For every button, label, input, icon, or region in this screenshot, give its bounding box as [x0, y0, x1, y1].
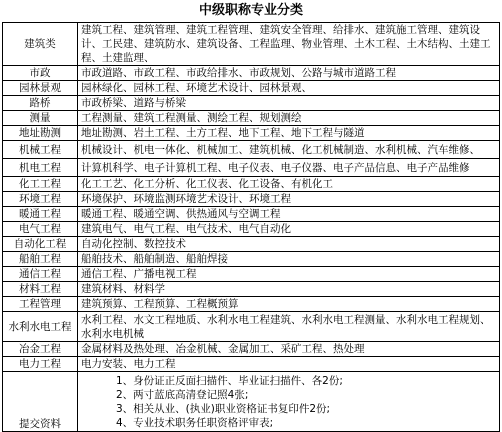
table-row — [3, 267, 500, 282]
specialties-cell: 金属材料及热处理、冶金机械、金属加工、采矿工程、热处理 — [78, 342, 500, 357]
category-cell: 船舶工程 — [3, 252, 78, 267]
attachments-cell — [78, 372, 500, 432]
attachment-item: 3、相关从业、(执业)职业资格证书复印件2份; — [116, 403, 331, 415]
table-row — [3, 96, 500, 111]
specialties-cell: 市政桥梁、道路与桥梁 — [78, 96, 500, 111]
attachment-item: 2、两寸蓝底高清登记照4张; — [116, 389, 249, 401]
attachment-item: 4、专业技术职务任职资格评审表; — [116, 417, 274, 429]
table-row — [3, 357, 500, 372]
table-row — [3, 159, 500, 177]
specialties-cell: 建筑材料、材料学 — [78, 282, 500, 297]
specialties-cell: 机械设计、机电一体化、机械加工、建筑机械、化工机械制造、水利机械、汽车维修、 — [78, 141, 500, 159]
category-cell: 暖通工程 — [3, 207, 78, 222]
specialties-cell: 园林绿化、园林工程、环境艺术设计、园林景观、 — [78, 81, 500, 96]
category-cell: 提交资料 — [3, 372, 78, 432]
specialties-cell: 建筑预算、工程预算、工程概预算 — [78, 297, 500, 312]
specialties-cell: 自动化控制、数控技术 — [78, 237, 500, 252]
specialties-cell: 地址勘测、岩土工程、土方工程、地下工程、地下工程与隧道 — [78, 126, 500, 141]
category-cell: 建筑类 — [3, 23, 78, 66]
category-table — [2, 22, 500, 432]
specialties-cell: 暖通工程、暖通空调、供热通风与空调工程 — [78, 207, 500, 222]
specialties-cell: 市政道路、市政工程、市政给排水、市政规划、公路与城市道路工程 — [78, 66, 500, 81]
category-cell: 冶金工程 — [3, 342, 78, 357]
category-cell: 电力工程 — [3, 357, 78, 372]
table-row — [3, 372, 500, 432]
specialties-cell: 工程测量、建筑工程测量、测绘工程、规划测绘 — [78, 111, 500, 126]
category-cell: 通信工程 — [3, 267, 78, 282]
table-row — [3, 81, 500, 96]
category-cell: 测量 — [3, 111, 78, 126]
category-cell: 电气工程 — [3, 222, 78, 237]
table-row — [3, 252, 500, 267]
page-title: 中级职称专业分类 — [198, 3, 303, 18]
table-row — [3, 207, 500, 222]
table-row — [3, 297, 500, 312]
table-row — [3, 141, 500, 159]
specialties-cell: 化工工艺、化工分析、化工仪表、化工设备、有机化工 — [78, 177, 500, 192]
table-row — [3, 192, 500, 207]
specialties-cell: 水利工程、水文工程地质、水利水电工程建筑、水利水电工程测量、水利水电工程规划、水利水电机械 — [78, 312, 500, 342]
category-cell: 机电工程 — [3, 159, 78, 177]
category-cell: 地址勘测 — [3, 126, 78, 141]
table-body — [3, 23, 500, 432]
category-cell: 机械工程 — [3, 141, 78, 159]
table-row — [3, 126, 500, 141]
table-row — [3, 23, 500, 66]
specialties-cell: 船舶技术、船舶制造、船舶焊接 — [78, 252, 500, 267]
category-cell: 市政 — [3, 66, 78, 81]
category-cell: 材料工程 — [3, 282, 78, 297]
attachment-item: 1、身份证正反面扫描件、毕业证扫描件、各2份; — [116, 375, 343, 387]
category-cell: 环境工程 — [3, 192, 78, 207]
specialties-cell: 建筑工程、建筑管理、建筑工程管理、建筑安全管理、给排水、建筑施工管理、建筑设计、工民建、建筑防水、建筑设备、工程监理、物业管理、土木工程、土木结构、土建工程、土建监理、 — [78, 23, 500, 66]
table-row — [3, 237, 500, 252]
table-row — [3, 222, 500, 237]
category-cell: 路桥 — [3, 96, 78, 111]
category-cell: 工程管理 — [3, 297, 78, 312]
category-cell: 自动化工程 — [3, 237, 78, 252]
specialties-cell: 环境保护、环境监测环境艺术设计、环境工程 — [78, 192, 500, 207]
specialties-cell: 电力安装、电力工程 — [78, 357, 500, 372]
table-row — [3, 282, 500, 297]
category-cell: 园林景观 — [3, 81, 78, 96]
category-cell: 化工工程 — [3, 177, 78, 192]
table-row — [3, 312, 500, 342]
table-row — [3, 342, 500, 357]
table-row — [3, 111, 500, 126]
specialties-cell: 建筑电气、电气工程、电气技术、电气自动化 — [78, 222, 500, 237]
specialties-cell: 计算机科学、电子计算机工程、电子仪表、电子仪器、电子产品信息、电子产品维修 — [78, 159, 500, 177]
category-cell: 水利水电工程 — [3, 312, 78, 342]
table-row — [3, 66, 500, 81]
table-row — [3, 177, 500, 192]
specialties-cell: 通信工程、广播电视工程 — [78, 267, 500, 282]
